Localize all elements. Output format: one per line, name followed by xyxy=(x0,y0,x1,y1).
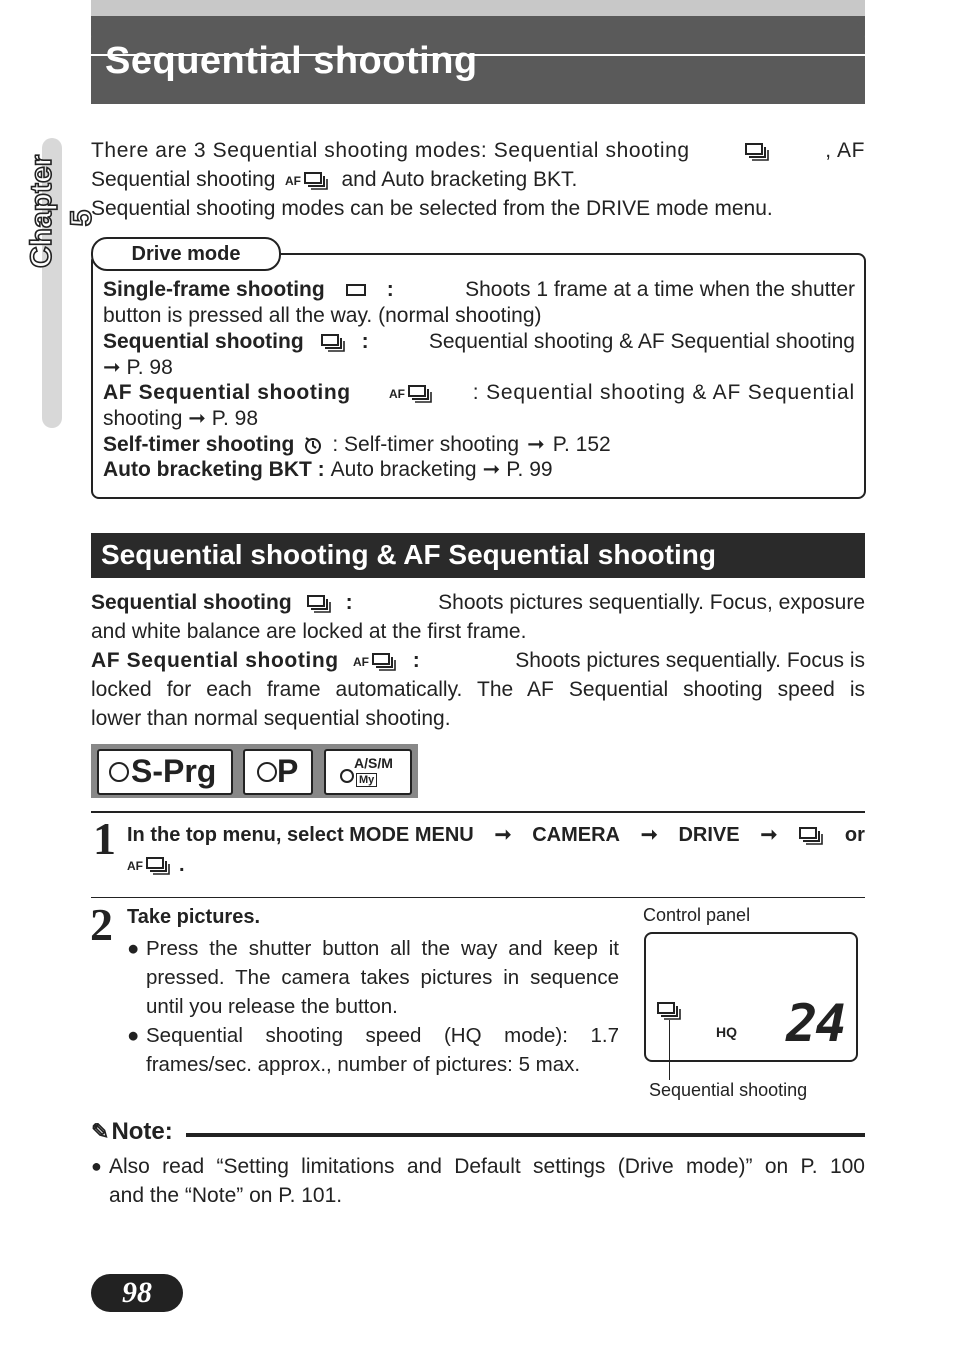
af-sequential-icon xyxy=(285,170,331,190)
single-frame-desc2: button is pressed all the way. (normal shooting) xyxy=(103,304,542,327)
lcd-frame-count: 24 xyxy=(786,994,845,1054)
drive-row-sequential: Sequential shooting : Sequential shooting & AF Sequential shooting ➞ P. 98 xyxy=(103,330,855,379)
af-sequential-icon xyxy=(389,383,435,403)
single-frame-icon xyxy=(345,282,367,298)
step1-text-b: CAMERA xyxy=(532,824,620,846)
note-body: ● Also read “Setting limitations and Default settings (Drive mode)” on P. 100 and the “Note” on P. 101. xyxy=(91,1152,865,1210)
mode-p-label: P xyxy=(277,753,299,789)
af-sequential-page-ref: P. 98 xyxy=(211,407,259,430)
body-af-sequential-desc2: locked for each frame automatically. The AF Sequential shooting speed is xyxy=(91,678,865,701)
note-heading xyxy=(91,1118,173,1146)
body-af-sequential-desc3: lower than normal sequential shooting. xyxy=(91,707,451,730)
step1-text-a: In the top menu, select MODE MENU xyxy=(127,824,474,846)
self-timer-page-ref: P. 152 xyxy=(552,433,611,456)
af-sequential-icon xyxy=(127,855,173,875)
arrow-icon: ➞ xyxy=(640,824,658,846)
sequential-label: Sequential shooting xyxy=(103,330,304,353)
step1-rule xyxy=(91,811,865,813)
title-bar xyxy=(91,0,865,104)
af-sequential-label: AF Sequential shooting xyxy=(103,381,351,404)
pencil-icon: ✎ xyxy=(91,1119,110,1144)
intro-line1b: , AF xyxy=(825,139,865,162)
drive-row-af-sequential xyxy=(103,380,855,432)
step1-instruction: In the top menu, select MODE MENU ➞ CAMERA ➞ DRIVE ➞ or AF . xyxy=(127,820,865,880)
af-sequential-icon xyxy=(353,651,399,671)
drive-row-self-timer xyxy=(103,432,855,458)
af-sequential-desc1: : Sequential shooting & AF Sequential xyxy=(472,381,855,404)
sequential-icon xyxy=(656,1000,684,1027)
single-frame-desc1: Shoots 1 frame at a time when the shutter xyxy=(465,278,855,301)
body-sequential-label: Sequential shooting xyxy=(91,591,292,614)
section-heading-bar xyxy=(91,533,865,578)
mode-sprg-label: S-Prg xyxy=(131,753,217,789)
body-paragraph: Sequential shooting : Shoots pictures sequentially. Focus, exposure and white balance are locked at the first frame. AF Sequential shooting AF : Shoots pictures sequentially. Focus is locked for each frame automatically. The AF Sequential shooting speed is lower than normal sequential shooting. xyxy=(91,588,865,733)
self-timer-desc: : Self-timer shooting xyxy=(332,433,520,456)
sequential-icon xyxy=(306,593,332,613)
drive-row-bracketing xyxy=(103,457,855,483)
chapter-label: Chapter 5 xyxy=(25,154,98,268)
step2-bullet-1: ● Press the shutter button all the way and keep it pressed. The camera takes pictures in sequence until you release the button. xyxy=(127,937,619,1018)
step1-number: 1 xyxy=(93,813,116,864)
svg-text:AF: AF xyxy=(285,173,302,188)
drive-mode-tab: Drive mode xyxy=(91,237,281,271)
arrow-icon: ➞ xyxy=(527,433,545,456)
body-sequential-desc1: Shoots pictures sequentially. Focus, exposure xyxy=(438,591,865,614)
control-panel-caption: Sequential shooting xyxy=(649,1080,808,1100)
page-number-pill xyxy=(91,1274,183,1312)
mode-sprg-badge xyxy=(97,749,233,795)
sequential-icon xyxy=(744,141,770,161)
step2-rule xyxy=(91,897,865,898)
body-af-sequential-label: AF Sequential shooting xyxy=(91,649,339,672)
step2-number: 2 xyxy=(90,899,113,950)
callout-line xyxy=(669,1020,670,1080)
note-line-2: and the “Note” on P. 101. xyxy=(109,1184,343,1207)
mode-asm-badge xyxy=(324,749,412,795)
sequential-page-ref: P. 98 xyxy=(126,356,173,379)
svg-text:AF: AF xyxy=(388,387,405,401)
step2-bullets xyxy=(127,934,619,1079)
mode-dial-icon xyxy=(109,762,129,782)
single-frame-label: Single-frame shooting xyxy=(103,278,325,301)
note-line-1: Also read “Setting limitations and Default settings (Drive mode)” on P. 100 xyxy=(109,1155,865,1178)
intro-line1a: There are 3 Sequential shooting modes: Sequential shooting xyxy=(91,139,690,162)
control-panel-label: Control panel xyxy=(643,905,751,925)
mode-asm-label: A/S/M xyxy=(354,755,393,771)
auto-bracketing-label: Auto bracketing BKT : xyxy=(103,458,325,481)
sequential-icon xyxy=(798,825,824,845)
mode-dial-icon xyxy=(257,762,277,782)
step2-bullet-2: ● Sequential shooting speed (HQ mode): 1.7 frames/sec. approx., number of pictures: 5 max. xyxy=(127,1024,619,1076)
intro-line2b: and Auto bracketing BKT. xyxy=(341,168,578,191)
step1-text-c: DRIVE xyxy=(678,824,740,846)
control-panel-lcd xyxy=(644,932,858,1062)
note-title: Note: xyxy=(111,1118,173,1145)
svg-text:AF: AF xyxy=(352,654,369,669)
mode-p-badge xyxy=(243,749,313,795)
intro-line3: Sequential shooting modes can be selected from the DRIVE mode menu. xyxy=(91,197,773,220)
mode-dial-icon xyxy=(340,769,354,783)
section-heading: Sequential shooting & AF Sequential shooting xyxy=(101,539,716,570)
lcd-quality-mode: HQ xyxy=(716,1024,737,1040)
body-af-sequential-desc1: Shoots pictures sequentially. Focus is xyxy=(515,649,865,672)
drive-mode-box xyxy=(91,253,866,499)
arrow-icon: ➞ xyxy=(188,407,212,430)
body-sequential-desc2: and white balance are locked at the first frame. xyxy=(91,620,527,643)
intro-paragraph xyxy=(91,136,865,223)
arrow-icon: ➞ xyxy=(760,824,778,846)
self-timer-icon xyxy=(302,435,324,455)
intro-line2a: Sequential shooting xyxy=(91,168,276,191)
page-title: Sequential shooting xyxy=(105,40,478,82)
step2-title: Take pictures. xyxy=(127,906,261,928)
note-rule xyxy=(186,1133,865,1137)
page-number: 98 xyxy=(122,1276,152,1309)
arrow-icon: ➞ xyxy=(482,458,501,481)
mode-my-label: My xyxy=(356,773,377,787)
auto-bracketing-page-ref: P. 99 xyxy=(506,458,553,481)
svg-text:AF: AF xyxy=(127,859,143,873)
sequential-icon xyxy=(320,332,346,352)
sequential-desc1: Sequential shooting & AF Sequential shooting xyxy=(428,330,855,353)
mode-dial-strip xyxy=(91,744,418,798)
auto-bracketing-desc: Auto bracketing xyxy=(330,458,477,481)
drive-row-single: Single-frame shooting : Shoots 1 frame at a time when the shutter button is pressed all the way. (normal shooting) xyxy=(103,278,855,327)
af-sequential-desc2: shooting xyxy=(103,407,183,430)
step1-text-d: or xyxy=(844,824,865,846)
arrow-icon: ➞ xyxy=(103,356,127,379)
self-timer-label: Self-timer shooting xyxy=(103,433,295,456)
title-bar-top xyxy=(91,0,865,16)
arrow-icon: ➞ xyxy=(494,824,512,846)
